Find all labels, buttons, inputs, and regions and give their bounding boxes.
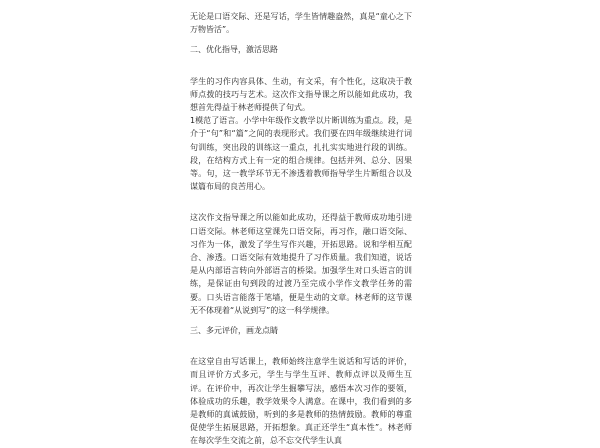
paragraph-2b: 1模范了语言。小学中年级作文教学以片断训练为重点。段，是介于“句”和“篇”之间的表现形式。我们要在四年级继续进行词句训练，突出段的训练这一重点，扎扎实实地进行段的训练。段，在结构方式上有一定的组合规律。包括并列、总分、因果等。句，这一教学环节无不渗透着教师指导学生片断组合以及谋篇布局的良苦用心。 — [190, 116, 412, 192]
paragraph-2c: 这次作文指导课之所以能如此成功，还得益于教师成功地引进口语交际。林老师这堂课先口语交际，再习作，融口语交际、习作为一体，激发了学生写作兴趣，开拓思路。说和学相互配合、渗透。口语交际有效地提升了习作质量。我们知道，说话是从内部语言转向外部语言的桥梁。加强学生对口头语言的训练，是保证由句到段的过渡乃至完成小学作文教学任务的需要。口头语言能落于笔墙，便是生动的文章。林老师的这节课无不体现着“从说到写”的这一科学规律。 — [190, 213, 412, 315]
intro-paragraph: 无论是口语交际、还是写话，学生皆情趣盎然，真是“童心之下万物皆活”。 — [190, 12, 412, 35]
section-heading-3: 三、多元评价，画龙点睛 — [190, 326, 278, 336]
paragraph-2a: 学生的习作内容具体、生动，有文采，有个性化，这取决于教师点拨的技巧与艺术。这次作文指导课之所以能如此成功，我想首先得益于林老师提供了句式。 — [190, 76, 412, 113]
paragraph-3: 在这堂自由写话课上，教师始终注意学生说话和写话的评价，而且评价方式多元，学生与学生互评、教师点评以及师生互评。在评价中，再次让学生掘攀写法，感悟本次习作的要领，体验成功的乐趣，教学效果令人满意。在课中，我们看到的多是教师的真诚鼓励，听到的多是教师的热情鼓励。教师的尊重促使学生拓展思路，开拓想象。真正还学生“真本性”。林老师在每次学生交流之前，总不忘交代学生认真 — [190, 357, 412, 446]
section-heading-2: 二、优化指导，激活思路 — [190, 45, 278, 55]
article-column — [190, 10, 412, 448]
